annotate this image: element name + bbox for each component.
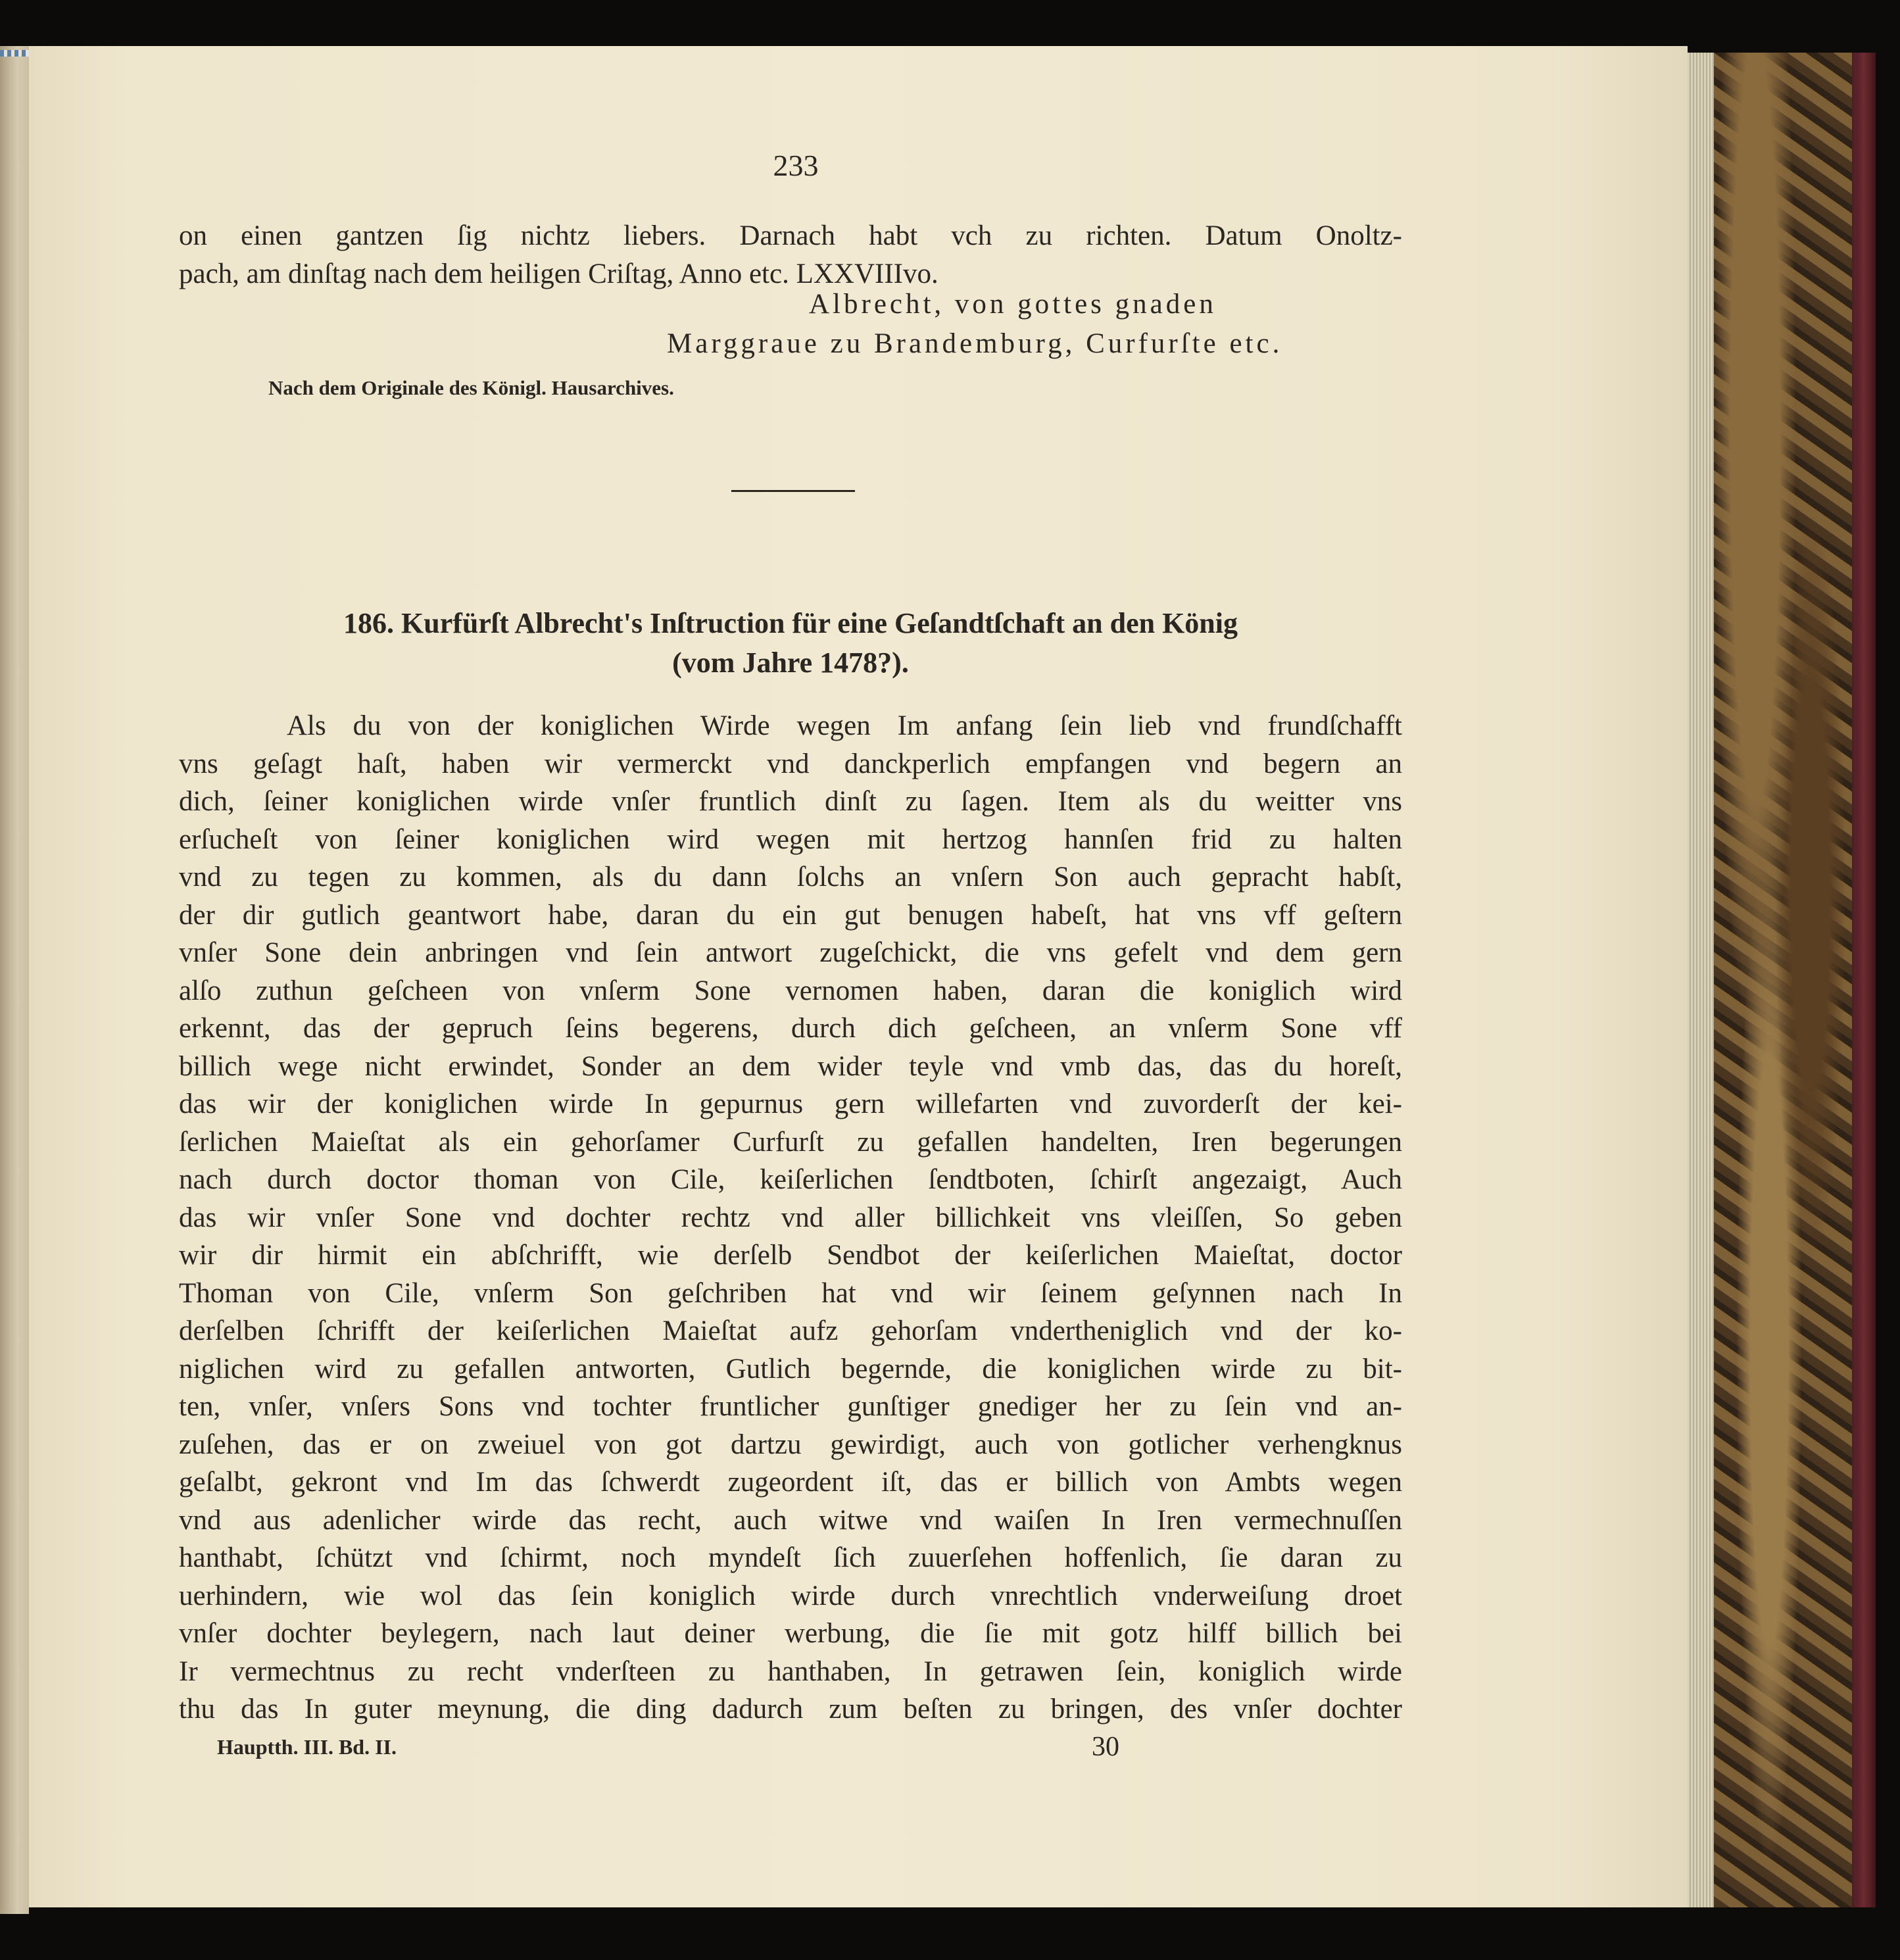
text-line: Ir vermechtnus zu recht vnderſteen zu hanthaben, In getrawen ſein, koniglich wirde [179, 1655, 1402, 1687]
text-line: ten, vnſer, vnſers Sons vnd tochter fruntlicher gunſtiger gnediger her zu ſein vnd an- [179, 1391, 1402, 1422]
binding-thread [0, 50, 29, 57]
text-line: billich wege nicht erwindet, Sonder an dem wider teyle vnd vmb das, das du horeſt, [179, 1050, 1402, 1082]
text-line: derſelben ſchrifft der keiſerlichen Maieſtat aufz gehorſam vndertheniglich vnd der ko- [179, 1315, 1402, 1346]
text-line: das wir vnſer Sone vnd dochter rechtz vnd aller billichkeit vns vleiſſen, So geben [179, 1202, 1402, 1233]
signature-line: Marggraue zu Brandemburg, Curfurſte etc. [667, 328, 1283, 359]
section-heading [179, 604, 1402, 683]
text-line: nach durch doctor thoman von Cile, keiſerlichen ſendtboten, ſchirſt angezaigt, Auch [179, 1164, 1402, 1195]
marbled-edge [1714, 53, 1852, 1907]
adjacent-page-edge [0, 46, 29, 1914]
text-line: on einen gantzen ſig nichtz liebers. Darnach habt vch zu richten. Datum Onoltz- [179, 220, 1402, 251]
text-line: niglichen wird zu gefallen antworten, Gutlich begernde, die koniglichen wirde zu bit- [179, 1353, 1402, 1384]
text-line: vnſer dochter beylegern, nach laut deiner werbung, die ſie mit gotz hilff billich bei [179, 1618, 1402, 1649]
page-stack-edge [1688, 53, 1714, 1907]
footer-signature-mark: Hauptth. III. Bd. II. [217, 1735, 397, 1759]
body-text [179, 707, 1402, 1728]
source-note: Nach dem Originale des Königl. Hausarchives. [268, 376, 674, 399]
book-cover-edge [1852, 53, 1876, 1907]
heading-line: 186. Kurfürſt Albrecht's Inſtruction für eine Geſandtſchaft an den König [343, 607, 1238, 639]
text-line: ſerlichen Maieſtat als ein gehorſamer Curfurſt zu gefallen handelten, Iren begerungen [179, 1126, 1402, 1158]
section-divider [731, 490, 855, 492]
footer-sheet-number: 30 [1092, 1732, 1119, 1762]
text-line: wir dir hirmit ein abſchrifft, wie derſelb Sendbot der keiſerlichen Maieſtat, doctor [179, 1240, 1402, 1271]
text-line: der dir gutlich geantwort habe, daran du ein gut benugen habeſt, hat vns vff geſtern [179, 899, 1402, 931]
text-line: dich, ſeiner koniglichen wirde vnſer fruntlich dinſt zu ſagen. Item als du weitter vns [179, 786, 1402, 817]
text-line: geſalbt, gekront vnd Im das ſchwerdt zugeordent iſt, das er billich von Ambts wegen [179, 1467, 1402, 1498]
text-line: zuſehen, das er on zweiuel von got dartzu gewirdigt, auch von gotlicher verhengknus [179, 1429, 1402, 1460]
signature-line: Albrecht, von gottes gnaden [809, 289, 1217, 320]
continuation-text [179, 217, 1402, 293]
text-line: das wir der koniglichen wirde In gepurnus gern willefarten vnd zuvorderſt der kei- [179, 1089, 1402, 1119]
text-line: alſo zuthun geſcheen von vnſerm Sone vernomen haben, daran die koniglich wird [179, 975, 1402, 1006]
text-line: thu das In guter meynung, die ding dadurch zum beſten zu bringen, des vnſer dochter [179, 1694, 1402, 1725]
text-line: vns geſagt haſt, haben wir vermerckt vnd danckperlich empfangen vnd begern an [179, 748, 1402, 779]
text-line: Als du von der koniglichen Wirde wegen Im anfang ſein lieb vnd frundſchafft [287, 710, 1402, 741]
text-line: vnſer Sone dein anbringen vnd ſein antwort zugeſchickt, die vns gefelt vnd dem gern [179, 937, 1402, 968]
text-line: pach, am dinſtag nach dem heiligen Criſtag, Anno etc. LXXVIIIvo. [179, 258, 938, 289]
text-line: Thoman von Cile, vnſerm Son geſchriben hat vnd wir ſeinem geſynnen nach In [179, 1277, 1402, 1309]
text-line: uerhindern, wie wol das ſein koniglich wirde durch vnrechtlich vnderweiſung droet [179, 1580, 1402, 1611]
heading-line: (vom Jahre 1478?). [672, 647, 909, 679]
text-line: erſucheſt von ſeiner koniglichen wird wegen mit hertzog hannſen frid zu halten [179, 823, 1402, 855]
text-line: vnd zu tegen zu kommen, als du dann ſolchs an vnſern Son auch gepracht habſt, [179, 862, 1402, 893]
text-line: hanthabt, ſchützt vnd ſchirmt, noch myndeſt ſich zuuerſehen hoffenlich, ſie daran zu [179, 1542, 1402, 1573]
text-line: erkennt, das der gepruch ſeins begerens, durch dich geſcheen, an vnſerm Sone vff [179, 1013, 1402, 1044]
text-line: vnd aus adenlicher wirde das recht, auch witwe vnd waiſen In Iren vermechnuſſen [179, 1504, 1402, 1536]
page-number: 233 [773, 149, 819, 182]
